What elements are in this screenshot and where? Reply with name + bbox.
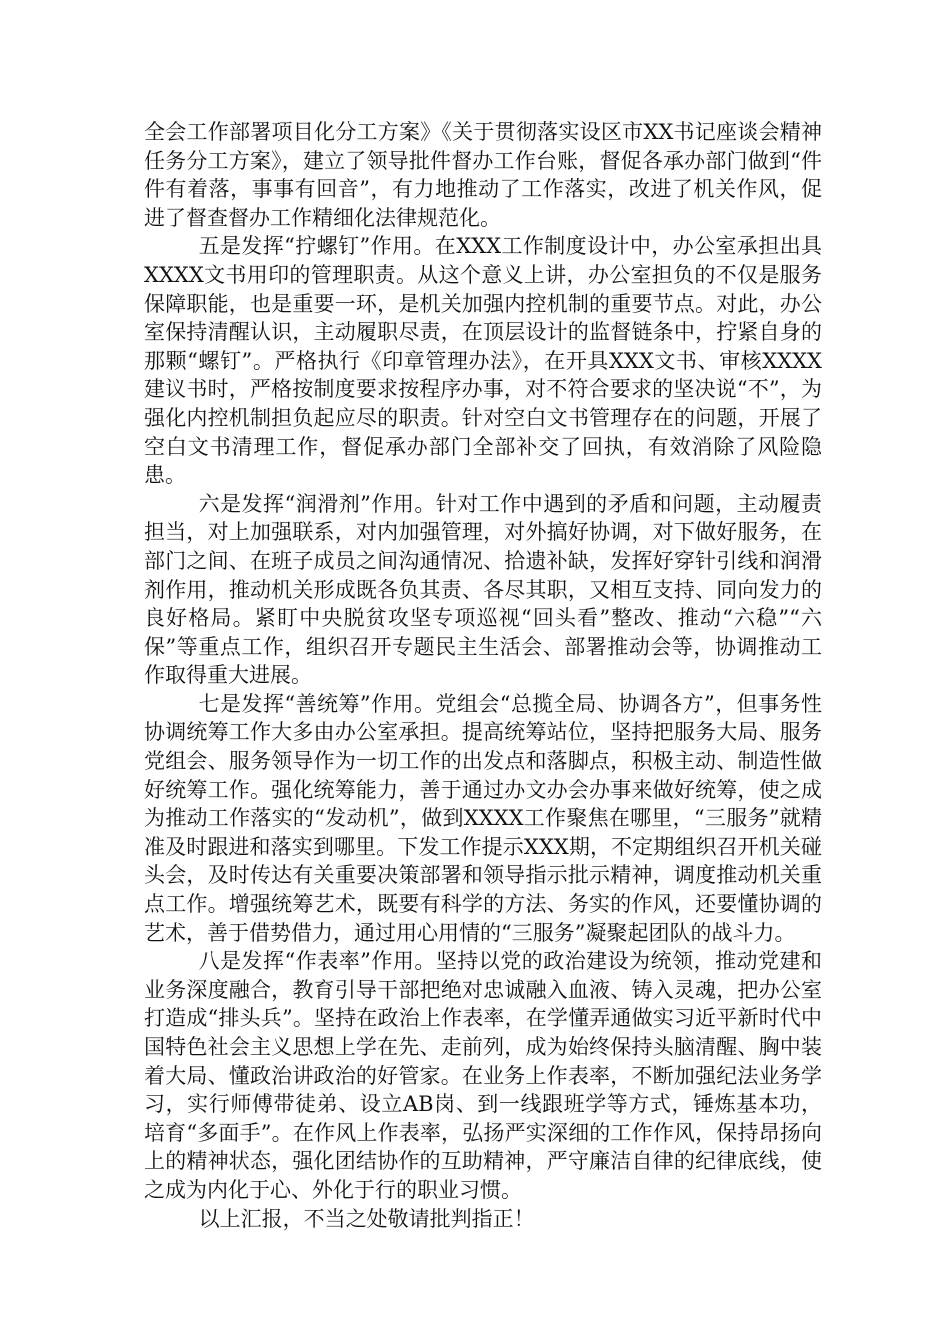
paragraph-six-lubricant: 六是发挥“润滑剂”作用。针对工作中遇到的矛盾和问题，主动履责担当，对上加强联系，对内加强管理，对外搞好协调，对下做好服务，在部门之间、在班子成员之间沟通情况、拾遗补缺，发挥好穿针引线和润滑剂作用，推动机关形成既各负其责、各尽其职，又相互支持、同向发力的良好格局。紧盯中央脱贫攻坚专项巡视“回头看”整改、推动“六稳”“六保”等重点工作，组织召开专题民主生活会、部署推动会等，协调推动工作取得重大进展。 <box>144 491 822 688</box>
paragraph-continued: 全会工作部署项目化分工方案》《关于贯彻落实设区市XX书记座谈会精神任务分工方案》，建立了领导批件督办工作台账，督促各承办部门做到“件件有着落，事事有回音”，有力地推动了工作落实，改进了机关作风，促进了督查督办工作精细化法律规范化。 <box>144 120 822 230</box>
document-body <box>144 118 822 1233</box>
paragraph-seven-coordination: 七是发挥“善统筹”作用。党组会“总揽全局、协调各方”，但事务性协调统筹工作大多由办公室承担。提高统筹站位，坚持把服务大局、服务党组会、服务领导作为一切工作的出发点和落脚点，积极主动、制造性做好统筹工作。强化统筹能力，善于通过办文办会办事来做好统筹，使之成为推动工作落实的“发动机”，做到XXXX工作聚焦在哪里，“三服务”就精准及时跟进和落实到哪里。下发工作提示XXX期，不定期组织召开机关碰头会，及时传达有关重要决策部署和领导指示批示精神，调度推动机关重点工作。增强统筹艺术，既要有科学的方法、务实的作风，还要懂协调的艺术，善于借势借力，通过用心用情的“三服务”凝聚起团队的战斗力。 <box>144 691 822 945</box>
paragraph-five-screw: 五是发挥“拧螺钉”作用。在XXX工作制度设计中，办公室承担出具XXXX文书用印的管理职责。从这个意义上讲，办公室担负的不仅是服务保障职能，也是重要一环，是机关加强内控机制的重要节点。对此，办公室保持清醒认识，主动履职尽责，在顶层设计的监督链条中，拧紧自身的那颗“螺钉”。严格执行《印章管理办法》，在开具XXX文书、审核XXXX建议书时，严格按制度要求按程序办事，对不符合要求的坚决说“不”，为强化内控机制担负起应尽的职责。针对空白文书管理存在的问题，开展了空白文书清理工作，督促承办部门全部补交了回执，有效消除了风险隐患。 <box>144 234 822 488</box>
paragraph-eight-exemplar: 八是发挥“作表率”作用。坚持以党的政治建设为统领，推动党建和业务深度融合，教育引导干部把绝对忠诚融入血液、铸入灵魂，把办公室打造成“排头兵”。坚持在政治上作表率，在学懂弄通做实习近平新时代中国特色社会主义思想上学在先、走前列，成为始终保持头脑清醒、胸中装着大局、懂政治讲政治的好管家。在业务上作表率，不断加强纪法业务学习，实行师傅带徒弟、设立AB岗、到一线跟班学等方式，锤炼基本功，培育“多面手”。在作风上作表率，弘扬严实深细的工作作风，保持昂扬向上的精神状态，强化团结协作的互助精神，严守廉洁自律的纪律底线，使之成为内化于心、外化于行的职业习惯。 <box>144 949 822 1202</box>
paragraph-closing: 以上汇报，不当之处敬请批判指正！ <box>198 1206 535 1231</box>
